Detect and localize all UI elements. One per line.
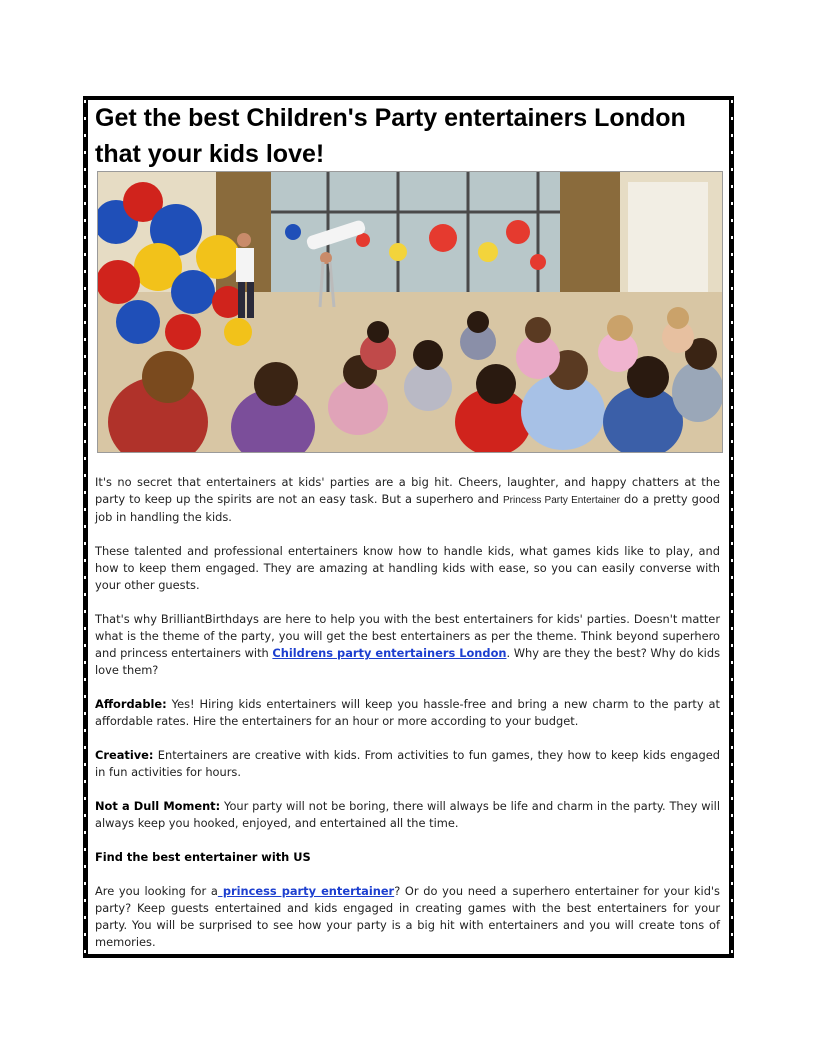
princess-party-entertainer-link[interactable]: princess party entertainer — [217, 884, 395, 899]
article-body — [95, 474, 720, 952]
affordable-label: Affordable: — [95, 697, 167, 712]
curtain-right — [560, 172, 620, 307]
affordable-paragraph: Affordable: Yes! Hiring kids entertainers will keep you hassle-free and bring a new charm to the party at affordable rates. Hire the entertainers for an hour or more according to your budget. — [95, 697, 720, 729]
party-photo — [97, 171, 723, 453]
decor-fan — [530, 254, 546, 270]
page-title: Get the best Children's Party entertainers London that your kids love! — [95, 104, 686, 168]
princess-entertainer-name: Princess Party Entertainer — [503, 495, 620, 507]
entertainers-paragraph: These talented and professional entertainers know how to handle kids, what games kids like to play, and how to keep them engaged. They are amazing at handling kids with ease, so you can easily converse with your other guests. — [95, 544, 720, 593]
decor-fan — [506, 220, 530, 244]
intro-paragraph: It's no secret that entertainers at kids' parties are a big hit. Cheers, laughter, and happy chatters at the party to keep up the spirits are not an easy task. But a superhero and Princess Party Entertainer do a pretty good job in handling the kids. — [95, 475, 721, 525]
brilliantbirthdays-paragraph: That's why BrilliantBirthdays are here to help you with the best entertainers for kids' parties. Doesn't matter what is the theme of the party, you will get the best entertainers as per the theme. Think beyond superhero and princess entertainers with Childrens party entertainers London. Why are they the best? Why do kids love them? — [95, 612, 721, 678]
party-photo-illustration — [98, 172, 722, 452]
final-paragraph: Are you looking for a princess party entertainer? Or do you need a superhero entertainer for your kid's party? Keep guests entertained and kids engaged in creating games with the best entertainers for your party. You will be surprised to see how your party is a big hit with entertainers and you will create tons of memories. — [95, 884, 720, 950]
decor-fan — [389, 243, 407, 261]
dull-moment-paragraph: Not a Dull Moment: Your party will not be boring, there will always be life and charm in the party. They will always keep you hooked, enjoyed, and entertained all the time. — [95, 799, 720, 831]
dull-moment-label: Not a Dull Moment: — [95, 799, 221, 814]
decor-fan — [478, 242, 498, 262]
decor-fan — [429, 224, 457, 252]
creative-label: Creative: — [95, 748, 154, 763]
childrens-party-entertainers-link[interactable]: Childrens party entertainers London — [272, 646, 507, 661]
find-entertainer-heading: Find the best entertainer with US — [95, 850, 311, 865]
decor-fan — [285, 224, 301, 240]
creative-paragraph: Creative: Entertainers are creative with kids. From activities to fun games, they how to keep kids engaged in fun activities for hours. — [95, 748, 720, 780]
